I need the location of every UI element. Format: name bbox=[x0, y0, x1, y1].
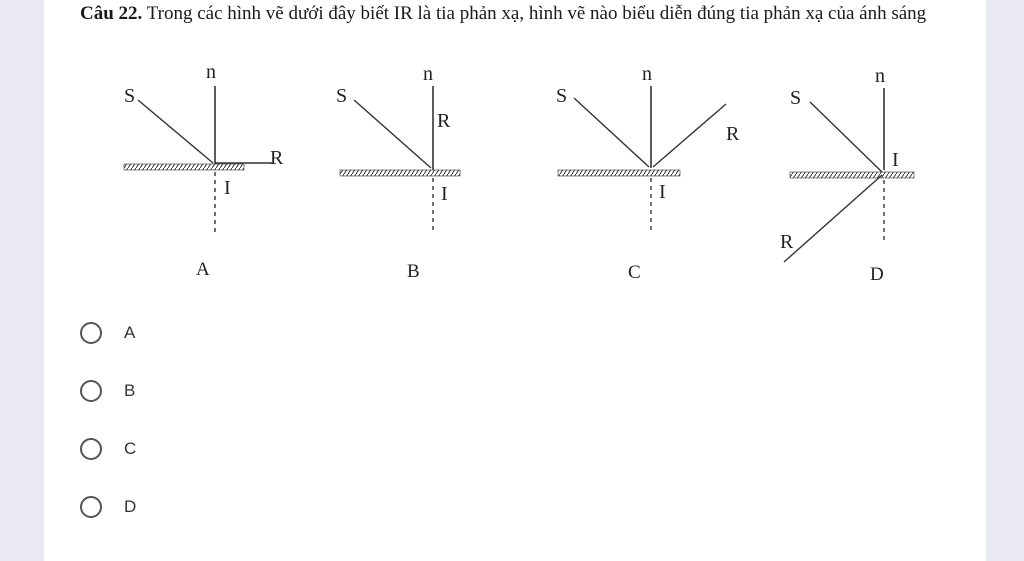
label-s-d: S bbox=[790, 87, 802, 109]
label-r-c: R bbox=[726, 123, 740, 145]
label-s-b: S bbox=[336, 85, 348, 107]
option-c[interactable] bbox=[80, 429, 136, 469]
caption-d: D bbox=[870, 264, 884, 285]
question-card bbox=[44, 0, 986, 561]
incident-ray-c bbox=[574, 98, 649, 167]
diagram-d bbox=[780, 65, 914, 285]
option-a[interactable] bbox=[80, 313, 136, 353]
label-r-d: R bbox=[780, 231, 794, 253]
mirror-c bbox=[558, 170, 680, 176]
caption-a: A bbox=[196, 259, 210, 280]
option-b[interactable] bbox=[80, 371, 136, 411]
mirror-b bbox=[340, 170, 460, 176]
option-d-label: D bbox=[124, 497, 137, 516]
label-i-b: I bbox=[441, 183, 448, 205]
question-body: Trong các hình vẽ dưới đây biết IR là tia phản xạ, hình vẽ nào biểu diễn đúng tia phản xạ của ánh sáng bbox=[142, 3, 927, 24]
caption-c: C bbox=[628, 262, 641, 283]
incident-ray-d bbox=[810, 102, 882, 172]
option-a-label: A bbox=[124, 323, 136, 342]
radio-d[interactable] bbox=[80, 496, 102, 518]
label-s-a: S bbox=[124, 85, 136, 107]
caption-b: B bbox=[407, 261, 420, 282]
label-n-a: n bbox=[206, 61, 216, 83]
label-n-c: n bbox=[642, 63, 652, 85]
label-i-c: I bbox=[659, 181, 666, 203]
label-r-b: R bbox=[437, 110, 451, 132]
diagram-b bbox=[336, 63, 460, 282]
reflected-ray-c bbox=[653, 104, 726, 167]
mirror-d bbox=[790, 172, 914, 178]
reflection-diagrams bbox=[44, 0, 986, 300]
reflected-ray-d bbox=[784, 175, 882, 262]
diagram-c bbox=[556, 63, 740, 283]
label-s-c: S bbox=[556, 85, 568, 107]
incident-ray-a bbox=[138, 100, 213, 163]
answer-options bbox=[80, 313, 136, 545]
mirror-a bbox=[124, 164, 244, 170]
incident-ray-b bbox=[354, 100, 431, 168]
radio-a[interactable] bbox=[80, 322, 102, 344]
option-c-label: C bbox=[124, 439, 137, 458]
radio-c[interactable] bbox=[80, 438, 102, 460]
label-i-d: I bbox=[892, 149, 899, 171]
diagram-a bbox=[124, 61, 284, 280]
label-n-d: n bbox=[875, 65, 885, 87]
label-r-a: R bbox=[270, 147, 284, 169]
label-n-b: n bbox=[423, 63, 433, 85]
radio-b[interactable] bbox=[80, 380, 102, 402]
option-b-label: B bbox=[124, 381, 136, 400]
option-d[interactable] bbox=[80, 487, 136, 527]
label-i-a: I bbox=[224, 177, 231, 199]
question-number: Câu 22. bbox=[80, 3, 143, 24]
